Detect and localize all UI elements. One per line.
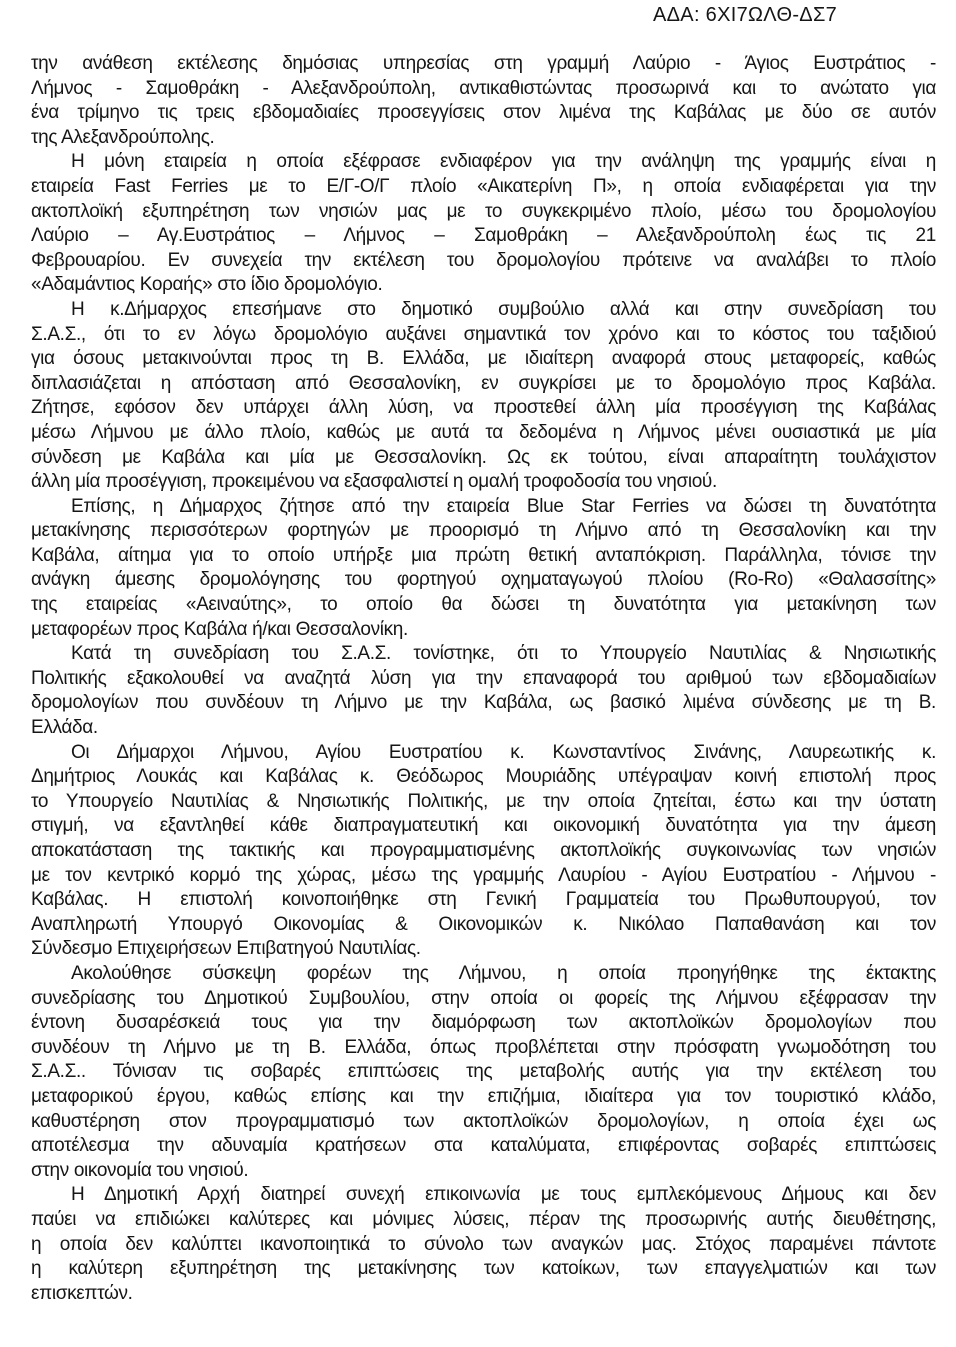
paragraph <box>31 298 936 495</box>
text-line: για όσους μετακινούνται προς τη Β. Ελλάδα, με ιδιαίτερη αναφορά στους μεταφορείς, καθώς <box>31 348 936 370</box>
text-line: Αναπληρωτή Υπουργό Οικονομίας & Οικονομικών κ. Νικόλαο Παπαθανάση και τον <box>31 913 936 935</box>
document-body <box>31 52 936 1306</box>
paragraph <box>31 1183 936 1306</box>
text-line: Καβάλα, αίτημα για το οποίο υπήρξε μια πρώτη θετική ανταπόκριση. Παράλληλα, τόνισε την <box>31 544 936 566</box>
text-line: Δημήτριος Λουκάς και Καβάλας κ. Θεόδωρος Μουριάδης υπέγραψαν κοινή επιστολή προς <box>31 766 936 788</box>
text-line: δρομολογίων που συνδέουν τη Λήμνο με την Καβάλα, ως βασικό λιμένα σύνδεσης με τη Β. <box>31 692 936 714</box>
text-line: Ζήτησε, εφόσον δεν υπάρχει άλλη λύση, να προστεθεί άλλη μία προσέγγιση της Καβάλας <box>31 397 936 419</box>
text-line: η οποία δεν καλύπτει ικανοποιητικά το σύνολο των αναγκών μας. Στόχος παραμένει πάντοτε <box>31 1233 936 1255</box>
text-line: Η κ.Δήμαρχος επεσήμανε στο δημοτικό συμβούλιο αλλά και στην συνεδρίαση του <box>71 298 936 320</box>
text-line: σύνδεση με Καβάλα και μία με Θεσσαλονίκη. Ως εκ τούτου, είναι απαραίτητη τουλάχιστον <box>31 446 936 468</box>
text-line: Οι Δήμαρχοι Λήμνου, Αγίου Ευστρατίου κ. Κωνσταντίνος Σινάνης, Λαυρεωτικής κ. <box>71 741 936 763</box>
text-line: Λαύριο – Αγ.Ευστράτιος – Λήμνος – Σαμοθράκη – Αλεξανδρούπολη έως τις 21 <box>31 225 936 247</box>
text-line: ακτοπλοϊκή εξυπηρέτηση των νησιών μας με το συγκεκριμένο πλοίο, μέσω του δρομολογίου <box>31 200 936 222</box>
text-line: έντονη δυσαρέσκειά τους για την διαμόρφωση των ακτοπλοϊκών δρομολογίων που <box>31 1012 936 1034</box>
text-line: παύει να επιδιώκει καλύτερες και μόνιμες λύσεις, πέραν της προσωρινής αυτής διευθέτησης, <box>31 1208 936 1230</box>
text-line: μεταφορέων προς Καβάλα ή/και Θεσσαλονίκη. <box>31 618 408 640</box>
text-line: Πολιτικής εξακολουθεί να αναζητά λύση για την επαναφορά του αριθμού των εβδομαδιαίων <box>31 667 936 689</box>
text-line: άλλη μία προσέγγιση, προκειμένου να εξασφαλιστεί η ομαλή τροφοδοσία του νησιού. <box>31 471 717 493</box>
text-line: Σ.Α.Σ.. Τόνισαν τις σοβαρές επιπτώσεις της μεταβολής αυτής για την εκτέλεση του <box>31 1061 936 1083</box>
text-line: επισκεπτών. <box>31 1282 133 1304</box>
text-line: συνεδρίασης του Δημοτικού Συμβουλίου, στην οποία οι φορείς της Λήμνου εξέφρασαν την <box>31 987 936 1009</box>
text-line: εταιρεία Fast Ferries με το Ε/Γ-Ο/Γ πλοίο «Αικατερίνη Π», η οποία ενδιαφέρεται για την <box>31 175 936 197</box>
text-line: Σύνδεσμο Επιχειρήσεων Επιβατηγού Ναυτιλίας. <box>31 938 421 960</box>
paragraph <box>31 642 936 740</box>
text-line: Κατά τη συνεδρίαση του Σ.Α.Σ. τονίστηκε, ότι το Υπουργείο Ναυτιλίας & Νησιωτικής <box>71 643 936 665</box>
text-line: ανάγκη άμεσης δρομολόγησης του φορτηγού οχηματαγωγού πλοίου (Ro-Ro) «Θαλασσίτης» <box>31 569 936 591</box>
text-line: Η Δημοτική Αρχή διατηρεί συνεχή επικοινωνία με τους εμπλεκόμενους Δήμους και δεν <box>71 1184 936 1206</box>
text-line: στιγμή, να εξαντληθεί κάθε διαπραγματευτική και οικονομική δυνατότητα για την άμεση <box>31 815 936 837</box>
text-line: διπλασιάζεται η απόσταση από Θεσσαλονίκη, εν συγκρίσει με το δρομολόγιο προς Καβάλα. <box>31 372 936 394</box>
text-line: «Αδαμάντιος Κοραής» στο ίδιο δρομολόγιο. <box>31 274 383 296</box>
paragraph <box>31 52 936 150</box>
text-line: της εταιρείας «Αειναύτης», το οποίο θα δώσει τη δυνατότητα για μετακίνηση των <box>31 594 936 616</box>
text-line: συνδέουν τη Λήμνο με τη Β. Ελλάδα, όπως προβλέπεται στην πρόσφατη γνωμοδότηση του <box>31 1036 936 1058</box>
text-line: Ελλάδα. <box>31 717 98 739</box>
text-line: μετακίνησης περισσότερων φορτηγών με προορισμό τη Λήμνο από τη Θεσσαλονίκη και την <box>31 520 936 542</box>
paragraph <box>31 741 936 962</box>
text-line: την ανάθεση εκτέλεσης δημόσιας υπηρεσίας στη γραμμή Λαύριο - Άγιος Ευστράτιος - <box>31 53 936 74</box>
text-line: το Υπουργείο Ναυτιλίας & Νησιωτικής Πολιτικής, με την οποία ζητείται, έστω και την ύστατη <box>31 790 936 812</box>
text-line: μέσω Λήμνου με άλλο πλοίο, καθώς με αυτά τα δεδομένα η Λήμνος μένει ουσιαστικά με μία <box>31 421 936 443</box>
text-line: Φεβρουαρίου. Εν συνεχεία την εκτέλεση του δρομολογίου πρότεινε να αναλάβει το πλοίο <box>31 249 936 271</box>
text-line: η καλύτερη εξυπηρέτηση της μετακίνησης των κατοίκων, των επαγγελματιών και των <box>31 1258 936 1280</box>
text-line: ένα τρίμηνο τις τρεις εβδομαδιαίες προσεγγίσεις στον λιμένα της Καβάλας με δύο σε αυτόν <box>31 102 936 124</box>
text-line: Σ.Α.Σ., ότι το εν λόγω δρομολόγιο αυξάνει σημαντικά τον χρόνο και το κόστος του ταξιδιού <box>31 323 936 345</box>
paragraph <box>31 150 936 298</box>
text-line: Επίσης, η Δήμαρχος ζήτησε από την εταιρεία Blue Star Ferries να δώσει τη δυνατότητα <box>71 495 936 517</box>
text-line: Η μόνη εταιρεία η οποία εξέφρασε ενδιαφέρον για την ανάληψη της γραμμής είναι η <box>71 151 936 173</box>
text-line: με τον κεντρικό κορμό της χώρας, μέσω της γραμμής Λαυρίου - Αγίου Ευστρατίου - Λήμνου - <box>31 864 936 886</box>
text-line: μεταφορικού έργου, καθώς επίσης και την επιζήμια, ιδιαίτερα για τον τουριστικό κλάδο, <box>31 1085 936 1107</box>
text-line: στην οικονομία του νησιού. <box>31 1159 249 1181</box>
ada-code: ΑΔΑ: 6ΧΙ7ΩΛΘ-ΔΣ7 <box>653 4 838 26</box>
text-line: καθυστέρηση στον προγραμματισμό των ακτοπλοϊκών δρομολογίων, η οποία έχει ως <box>31 1110 936 1132</box>
text-line: Λήμνος - Σαμοθράκη - Αλεξανδρούπολη, αντικαθιστώντας προσωρινά και το ανώτατο για <box>31 77 936 99</box>
text-line: αποτέλεσμα την αδυναμία κρατήσεων στα καταλύματα, επιφέροντας σοβαρές επιπτώσεις <box>31 1135 936 1157</box>
text-line: της Αλεξανδρούπολης. <box>31 126 215 148</box>
text-line: Καβάλας. Η επιστολή κοινοποιήθηκε στη Γενική Γραμματεία του Πρωθυπουργού, τον <box>31 889 936 911</box>
text-line: Ακολούθησε σύσκεψη φορέων της Λήμνου, η οποία προηγήθηκε της έκτακτης <box>71 962 936 984</box>
text-line: αποκατάσταση της τακτικής και προγραμματισμένης ακτοπλοϊκής συγκοινωνίας των νησιών <box>31 840 936 861</box>
paragraph <box>31 495 936 643</box>
paragraph <box>31 962 936 1183</box>
